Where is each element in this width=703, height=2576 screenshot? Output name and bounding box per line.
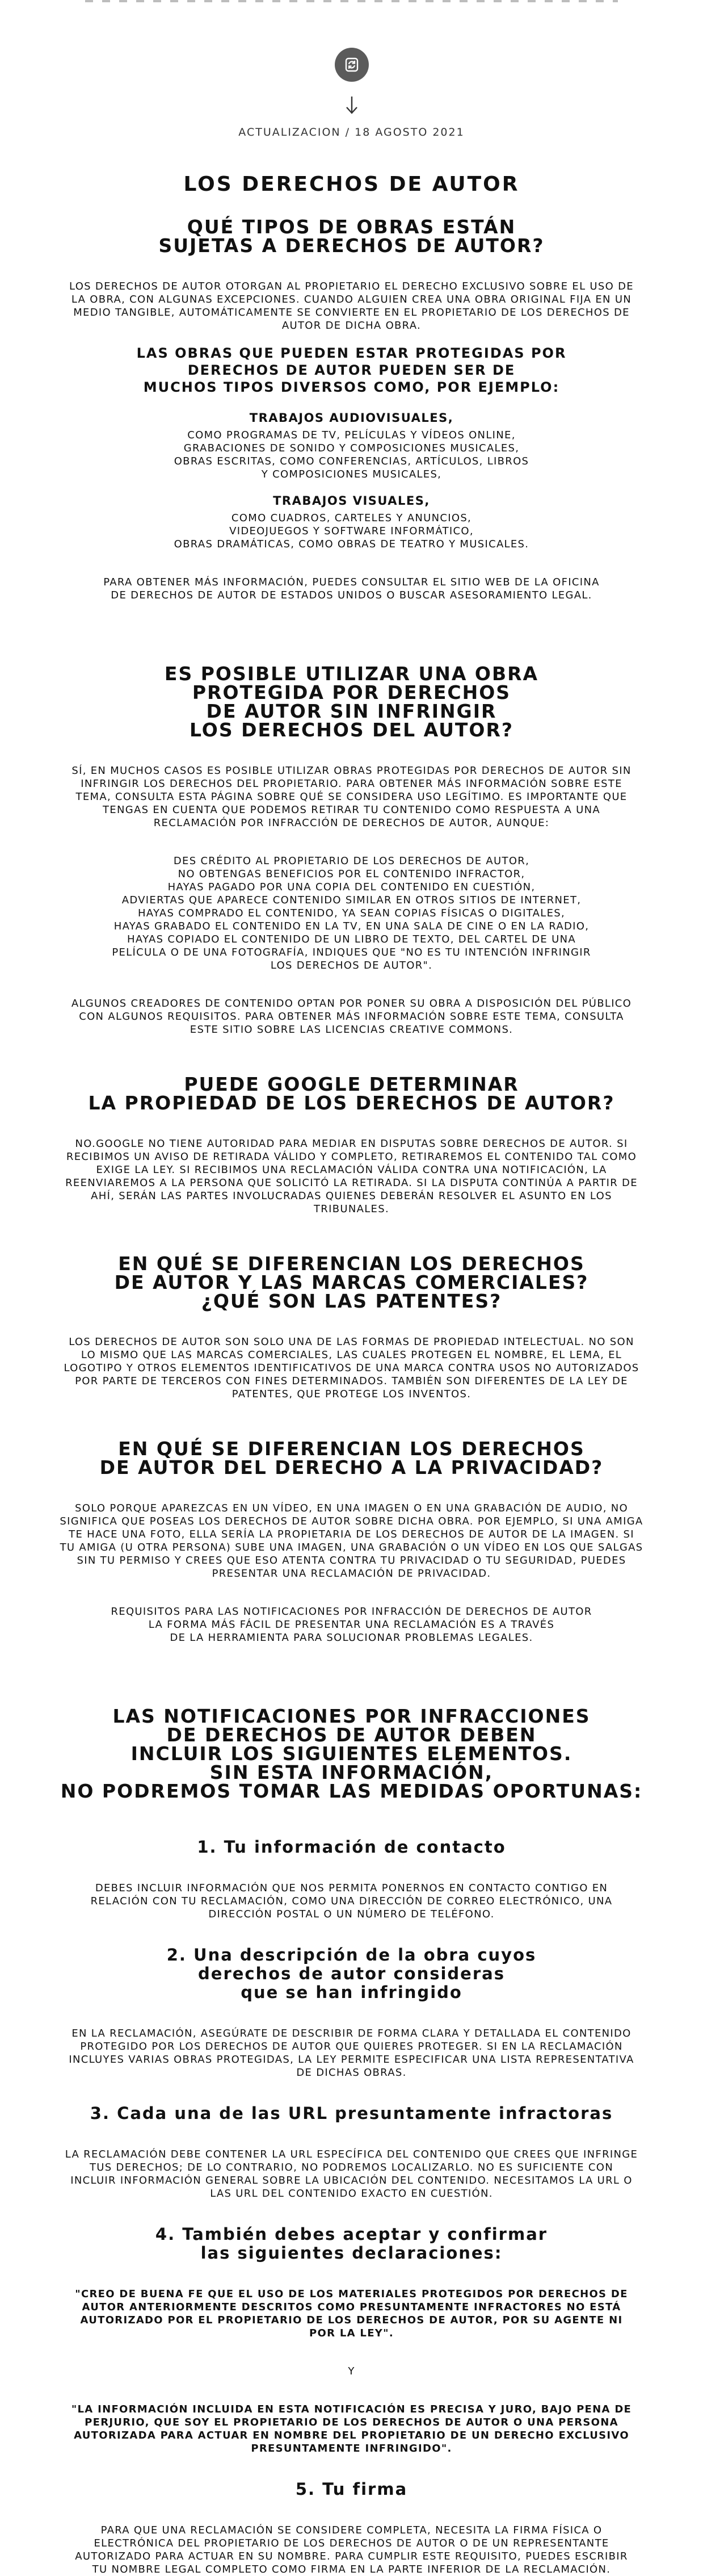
- section-work-types: [45, 217, 658, 602]
- paragraph: ALGUNOS CREADORES DE CONTENIDO OPTAN POR PONER SU OBRA A DISPOSICIÓN DEL PÚBLICO CON ALGUNOS REQUISITOS. PARA OBTENER MÁS INFORMACIÓN SOBRE ESTE TEMA, CONSULTA ESTE SITIO SOBRE LAS LICENCIAS CREATIVE COMMONS.: [71, 998, 632, 1036]
- section-heading: LAS NOTIFICACIONES POR INFRACCIONES DE DERECHOS DE AUTOR DEBEN INCLUIR LOS SIGUIENTES ELEMENTOS. SIN ESTA INFORMACIÓN, NO PODREMOS TOMAR LAS MEDIDAS OPORTUNAS:: [60, 1705, 643, 1802]
- item-heading: 2. Una descripción de la obra cuyos derechos de autor consideras que se han infringido: [166, 1945, 537, 2002]
- top-dashed-divider: [85, 0, 618, 2]
- paragraph: PARA QUE UNA RECLAMACIÓN SE CONSIDERE COMPLETA, NECESITA LA FIRMA FÍSICA O ELECTRÓNICA DEL PROPIETARIO DE LOS DERECHOS DE AUTOR O DE UN REPRESENTANTE AUTORIZADO PARA ACTUAR EN SU NOMBRE. PARA CUMPLIR ESTE REQUISITO, PUEDES ESCRIBIR TU NOMBRE LEGAL COMPLETO COMO FIRMA EN LA PARTE INFERIOR DE LA RECLAMACIÓN.: [75, 2524, 628, 2575]
- paragraph: SOLO PORQUE APAREZCAS EN UN VÍDEO, EN UNA IMAGEN O EN UNA GRABACIÓN DE AUDIO, NO SIGNIFICA QUE POSEAS LOS DERECHOS DE AUTOR SOBRE DICHA OBRA. POR EJEMPLO, SI UNA AMIGA TE HACE UNA FOTO, ELLA SERÍA LA PROPIETARIA DE LOS DERECHOS DE AUTOR DE LA IMAGEN. SI TU AMIGA (U OTRA PERSONA) SUBE UNA IMAGEN, UNA GRABACIÓN O UN VÍDEO EN LOS QUE SALGAS SIN TU PERMISO Y CREES QUE ESO ATENTA CONTRA TU PRIVACIDAD O TU SEGURIDAD, PUEDES PRESENTAR UNA RECLAMACIÓN DE PRIVACIDAD.: [60, 1502, 643, 1580]
- section-heading: ES POSIBLE UTILIZAR UNA OBRA PROTEGIDA POR DERECHOS DE AUTOR SIN INFRINGIR LOS DERECHOS DEL AUTOR?: [164, 663, 539, 741]
- arrow-down-icon: [344, 95, 359, 115]
- info-note: PARA OBTENER MÁS INFORMACIÓN, PUEDES CONSULTAR EL SITIO WEB DE LA OFICINA DE DERECHOS DE AUTOR DE ESTADOS UNIDOS O BUSCAR ASESORAMIENTO LEGAL.: [103, 576, 600, 601]
- item-heading: 3. Cada una de las URL presuntamente infractoras: [90, 2104, 613, 2123]
- item-heading: 1. Tu información de contacto: [197, 1837, 506, 1857]
- article: [45, 126, 658, 2576]
- page-title: LOS DERECHOS DE AUTOR: [183, 173, 520, 196]
- update-date: ACTUALIZACION / 18 AGOSTO 2021: [238, 126, 465, 139]
- section-notification-elements: [45, 1707, 658, 2576]
- declaration-quote: "CREO DE BUENA FE QUE EL USO DE LOS MATERIALES PROTEGIDOS POR DERECHOS DE AUTOR ANTERIORMENTE DESCRITOS COMO PRESUNTAMENTE INFRACTORES NO ESTÁ AUTORIZADO POR EL PROPIETARIO DE LOS DERECHOS DE AUTOR, POR SU AGENTE NI POR LA LEY".: [75, 2288, 628, 2339]
- list-title: TRABAJOS AUDIOVISUALES,: [249, 411, 454, 425]
- section-heading: QUÉ TIPOS DE OBRAS ESTÁN SUJETAS A DERECHOS DE AUTOR?: [158, 216, 545, 257]
- section-heading: EN QUÉ SE DIFERENCIAN LOS DERECHOS DE AUTOR DEL DERECHO A LA PRIVACIDAD?: [99, 1438, 604, 1478]
- sync-icon-glyph: [342, 55, 361, 74]
- list-lines: COMO CUADROS, CARTELES Y ANUNCIOS, VIDEOJUEGOS Y SOFTWARE INFORMÁTICO, OBRAS DRAMÁTICAS, COMO OBRAS DE TEATRO Y MUSICALES.: [174, 512, 529, 550]
- list-title: TRABAJOS VISUALES,: [273, 494, 430, 508]
- conjunction: Y: [348, 2365, 355, 2377]
- declaration-quote: "LA INFORMACIÓN INCLUIDA EN ESTA NOTIFICACIÓN ES PRECISA Y JURO, BAJO PENA DE PERJURIO, QUE SOY EL PROPIETARIO DE LOS DERECHOS DE AUTOR O UNA PERSONA AUTORIZADA PARA ACTUAR EN NOMBRE DEL PROPIETARIO DE UN DERECHO EXCLUSIVO PRESUNTAMENTE INFRINGIDO".: [71, 2403, 632, 2454]
- subheading: LAS OBRAS QUE PUEDEN ESTAR PROTEGIDAS POR DERECHOS DE AUTOR PUEDEN SER DE MUCHOS TIPOS DIVERSOS COMO, POR EJEMPLO:: [136, 345, 567, 395]
- sync-icon: [335, 48, 369, 82]
- item-heading: 5. Tu firma: [295, 2479, 408, 2499]
- paragraph: LOS DERECHOS DE AUTOR SON SOLO UNA DE LAS FORMAS DE PROPIEDAD INTELECTUAL. NO SON LO MISMO QUE LAS MARCAS COMERCIALES, LAS CUALES PROTEGEN EL NOMBRE, EL LEMA, EL LOGOTIPO Y OTROS ELEMENTOS IDENTIFICATIVOS DE UNA MARCA CONTRA USOS NO AUTORIZADOS POR PARTE DE TERCEROS CON FINES DETERMINADOS. TAMBIÉN SON DIFERENTES DE LA LEY DE PATENTES, QUE PROTEGE LOS INVENTOS.: [64, 1336, 639, 1400]
- section-privacy: [45, 1439, 658, 1644]
- requirements-note: REQUISITOS PARA LAS NOTIFICACIONES POR INFRACCIÓN DE DERECHOS DE AUTOR LA FORMA MÁS FÁCIL DE PRESENTAR UNA RECLAMACIÓN ES A TRAVÉS DE LA HERRAMIENTA PARA SOLUCIONAR PROBLEMAS LEGALES.: [111, 1606, 592, 1644]
- conditions-list: DES CRÉDITO AL PROPIETARIO DE LOS DERECHOS DE AUTOR, NO OBTENGAS BENEFICIOS POR EL CONTENIDO INFRACTOR, HAYAS PAGADO POR UNA COPIA DEL CONTENIDO EN CUESTIÓN, ADVIERTAS QUE APARECE CONTENIDO SIMILAR EN OTROS SITIOS DE INTERNET, HAYAS COMPRADO EL CONTENIDO, YA SEAN COPIAS FÍSICAS O DIGITALES, HAYAS GRABADO EL CONTENIDO EN LA TV, EN UNA SALA DE CINE O EN LA RADIO, HAYAS COPIADO EL CONTENIDO DE UN LIBRO DE TEXTO, DEL CARTEL DE UNA PELÍCULA O DE UNA FOTOGRAFÍA, INDIQUES QUE "NO ES TU INTENCIÓN INFRINGIR LOS DERECHOS DE AUTOR".: [112, 855, 591, 971]
- list-lines: COMO PROGRAMAS DE TV, PELÍCULAS Y VÍDEOS ONLINE, GRABACIONES DE SONIDO Y COMPOSICIONES MUSICALES, OBRAS ESCRITAS, COMO CONFERENCIAS, ARTÍCULOS, LIBROS Y COMPOSICIONES MUSICALES,: [174, 429, 529, 480]
- paragraph: EN LA RECLAMACIÓN, ASEGÚRATE DE DESCRIBIR DE FORMA CLARA Y DETALLADA EL CONTENIDO PROTEGIDO POR LOS DERECHOS DE AUTOR QUE QUIERES PROTEGER. SI EN LA RECLAMACIÓN INCLUYES VARIAS OBRAS PROTEGIDAS, LA LEY PERMITE ESPECIFICAR UNA LISTA REPRESENTATIVA DE DICHAS OBRAS.: [69, 2028, 634, 2079]
- section-heading: EN QUÉ SE DIFERENCIAN LOS DERECHOS DE AUTOR Y LAS MARCAS COMERCIALES? ¿QUÉ SON LAS PATENTES?: [114, 1253, 589, 1312]
- paragraph: LA RECLAMACIÓN DEBE CONTENER LA URL ESPECÍFICA DEL CONTENIDO QUE CREES QUE INFRINGE TUS DERECHOS; DE LO CONTRARIO, NO PODREMOS LOCALIZARLO. NO ES SUFICIENTE CON INCLUIR INFORMACIÓN GENERAL SOBRE LA UBICACIÓN DEL CONTENIDO. NECESITAMOS LA URL O LAS URL DEL CONTENIDO EXACTO EN CUESTIÓN.: [65, 2148, 638, 2200]
- section-heading: PUEDE GOOGLE DETERMINAR LA PROPIEDAD DE LOS DERECHOS DE AUTOR?: [88, 1073, 615, 1114]
- paragraph: SÍ, EN MUCHOS CASOS ES POSIBLE UTILIZAR OBRAS PROTEGIDAS POR DERECHOS DE AUTOR SIN INFRINGIR LOS DERECHOS DEL PROPIETARIO. PARA OBTENER MÁS INFORMACIÓN SOBRE ESTE TEMA, CONSULTA ESTA PÁGINA SOBRE QUÉ SE CONSIDERA USO LEGÍTIMO. ES IMPORTANTE QUE TENGAS EN CUENTA QUE PODEMOS RETIRAR TU CONTENIDO COMO RESPUESTA A UNA RECLAMACIÓN POR INFRACCIÓN DE DERECHOS DE AUTOR, AUNQUE:: [71, 765, 632, 829]
- section-fair-use: [45, 664, 658, 1036]
- item-heading: 4. También debes aceptar y confirmar las siguientes declaraciones:: [155, 2225, 548, 2263]
- paragraph: DEBES INCLUIR INFORMACIÓN QUE NOS PERMITA PONERNOS EN CONTACTO CONTIGO EN RELACIÓN CON TU RECLAMACIÓN, COMO UNA DIRECCIÓN DE CORREO ELECTRÓNICO, UNA DIRECCIÓN POSTAL O UN NÚMERO DE TELÉFONO.: [90, 1882, 613, 1920]
- paragraph: NO.GOOGLE NO TIENE AUTORIDAD PARA MEDIAR EN DISPUTAS SOBRE DERECHOS DE AUTOR. SI RECIBIMOS UN AVISO DE RETIRADA VÁLIDO Y COMPLETO, RETIRAREMOS EL CONTENIDO TAL COMO EXIGE LA LEY. SI RECIBIMOS UNA RECLAMACIÓN VÁLIDA CONTRA UNA NOTIFICACIÓN, LA REENVIAREMOS A LA PERSONA QUE SOLICITÓ LA RETIRADA. SI LA DISPUTA CONTINÚA A PARTIR DE AHÍ, SERÁN LAS PARTES INVOLUCRADAS QUIENES DEBERÁN RESOLVER EL ASUNTO EN LOS TRIBUNALES.: [65, 1138, 638, 1215]
- paragraph: LOS DERECHOS DE AUTOR OTORGAN AL PROPIETARIO EL DERECHO EXCLUSIVO SOBRE EL USO DE LA OBRA, CON ALGUNAS EXCEPCIONES. CUANDO ALGUIEN CREA UNA OBRA ORIGINAL FIJA EN UN MEDIO TANGIBLE, AUTOMÁTICAMENTE SE CONVIERTE EN EL PROPIETARIO DE LOS DERECHOS DE AUTOR DE DICHA OBRA.: [69, 280, 634, 332]
- section-trademarks: [45, 1254, 658, 1401]
- section-google-ownership: [45, 1075, 658, 1216]
